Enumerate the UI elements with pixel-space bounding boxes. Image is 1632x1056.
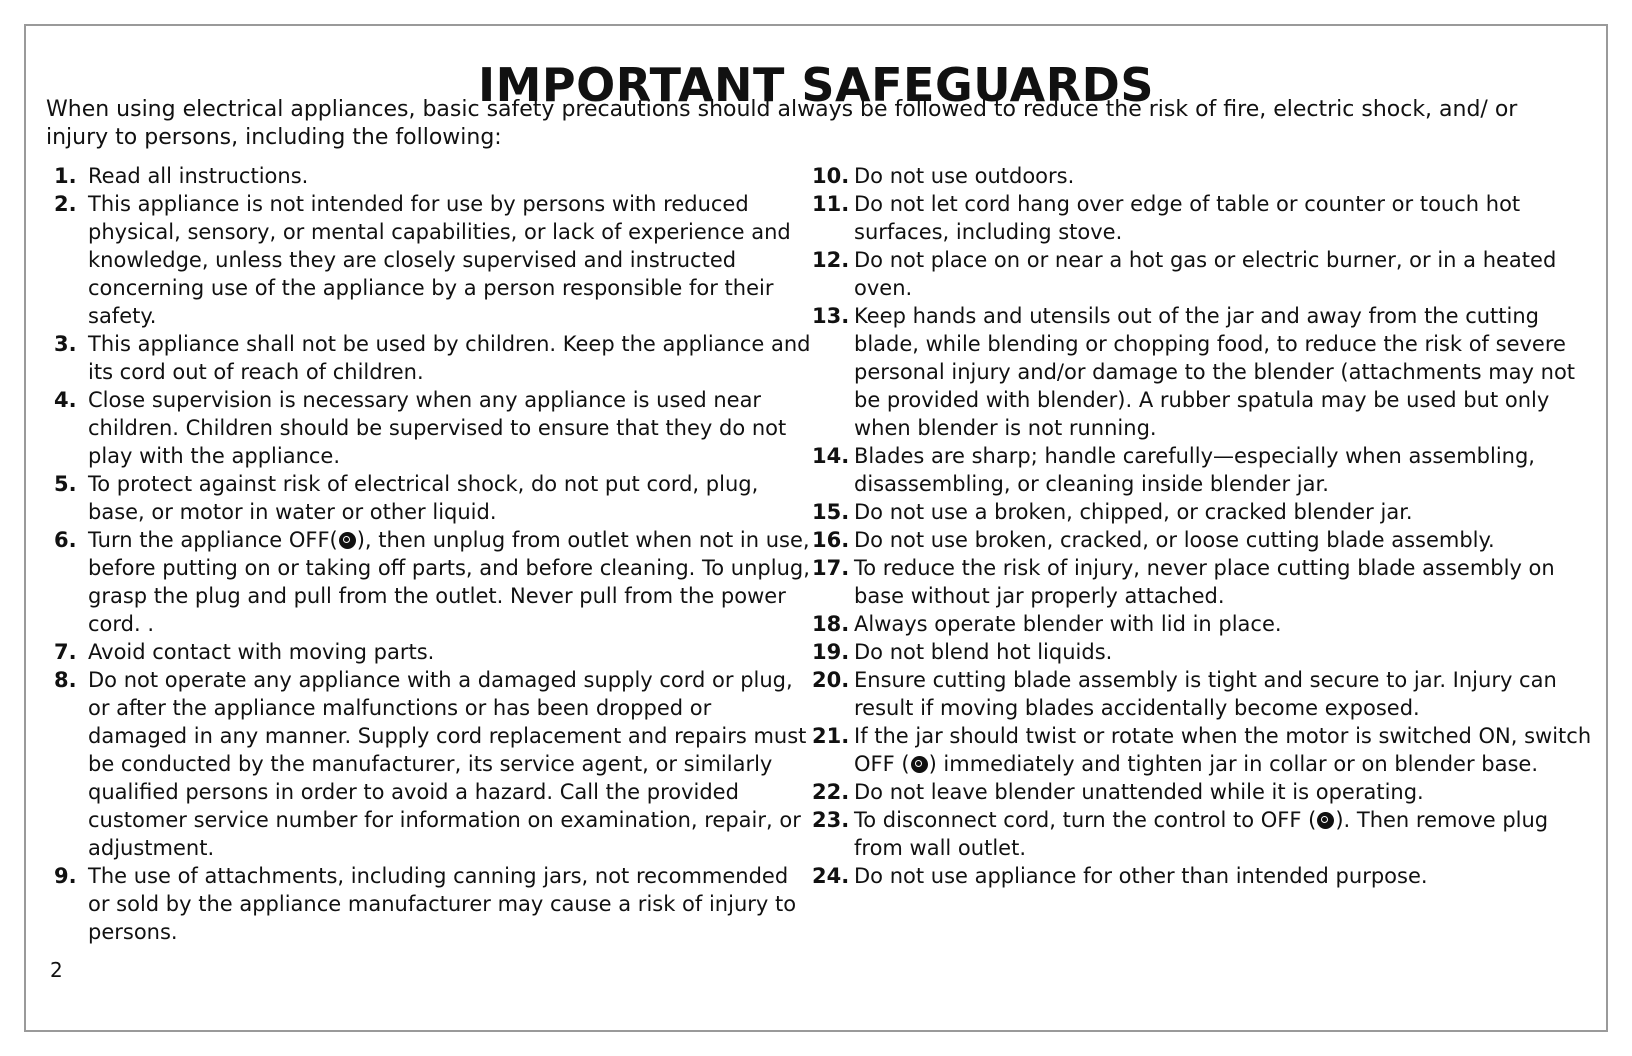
item-text: Close supervision is necessary when any appliance is used near children. Children should be supervised to ensure that they do not play with the appliance.: [88, 388, 787, 468]
item-number: 18.: [812, 612, 850, 636]
list-item: [812, 162, 1602, 190]
list-item: [54, 190, 814, 330]
item-text: This appliance is not intended for use by persons with reduced physical, sensory, or mental capabilities, or lack of experience and knowledge, unless they are closely supervised and instructed concerning use of the appliance by a person responsible for their safety.: [88, 192, 791, 328]
list-item: [812, 806, 1602, 862]
item-text-continued: ), then unplug from outlet when not in use, before putting on or taking off parts, and before cleaning. To unplug, grasp the plug and pull from the outlet. Never pull from the power cord. .: [88, 528, 810, 636]
item-number: 5.: [54, 472, 77, 496]
item-text: Keep hands and utensils out of the jar and away from the cutting blade, while blending or chopping food, to reduce the risk of severe personal injury and/or damage to the blender (attachments may not be provided with blender). A rubber spatula may be used but only when blender is not running.: [854, 304, 1576, 440]
list-item: [812, 526, 1602, 554]
page-title: IMPORTANT SAFEGUARDS: [478, 58, 1154, 112]
power-off-icon: [911, 756, 928, 773]
item-number: 24.: [812, 864, 850, 888]
list-item: [54, 470, 814, 526]
item-text: To protect against risk of electrical shock, do not put cord, plug, base, or motor in water or other liquid.: [88, 472, 759, 524]
list-item: [54, 666, 814, 862]
item-number: 13.: [812, 304, 850, 328]
item-number: 7.: [54, 640, 77, 664]
power-off-icon: [1317, 812, 1334, 829]
list-item: [812, 638, 1602, 666]
list-item: [812, 610, 1602, 638]
item-number: 20.: [812, 668, 850, 692]
list-item: [812, 190, 1602, 246]
item-text: The use of attachments, including canning jars, not recommended or sold by the appliance manufacturer may cause a risk of injury to persons.: [88, 864, 797, 944]
list-item: [812, 442, 1602, 498]
item-text: Do not use appliance for other than intended purpose.: [854, 864, 1428, 888]
list-item: [54, 862, 814, 946]
item-text: Do not let cord hang over edge of table or counter or touch hot surfaces, including stove.: [854, 192, 1521, 244]
item-number: 2.: [54, 192, 77, 216]
item-text-continued: ) immediately and tighten jar in collar or on blender base.: [928, 752, 1539, 776]
list-item: [812, 246, 1602, 302]
item-number: 6.: [54, 528, 77, 552]
item-number: 4.: [54, 388, 77, 412]
item-text: To disconnect cord, turn the control to OFF (: [854, 808, 1317, 832]
item-number: 21.: [812, 724, 850, 748]
item-number: 9.: [54, 864, 77, 888]
item-number: 12.: [812, 248, 850, 272]
intro-paragraph: When using electrical appliances, basic safety precautions should always be followed to reduce the risk of fire, electric shock, and/ or injury to persons, including the following:: [46, 97, 1518, 150]
item-number: 8.: [54, 668, 77, 692]
safeguards-left-column: [54, 162, 814, 946]
item-text: Turn the appliance OFF(: [88, 528, 338, 552]
list-item: [54, 330, 814, 386]
list-item: [812, 498, 1602, 526]
item-text: Always operate blender with lid in place.: [854, 612, 1282, 636]
item-text: Blades are sharp; handle carefully—especially when assembling, disassembling, or cleaning inside blender jar.: [854, 444, 1535, 496]
item-text: Do not leave blender unattended while it is operating.: [854, 780, 1424, 804]
item-text: Avoid contact with moving parts.: [88, 640, 435, 664]
item-text: To reduce the risk of injury, never place cutting blade assembly on base without jar properly attached.: [854, 556, 1555, 608]
page-number: 2: [50, 958, 63, 982]
item-number: 15.: [812, 500, 850, 524]
item-number: 23.: [812, 808, 850, 832]
item-text: Do not place on or near a hot gas or electric burner, or in a heated oven.: [854, 248, 1557, 300]
list-item: [812, 666, 1602, 722]
safeguards-right-column: [812, 162, 1602, 890]
item-number: 19.: [812, 640, 850, 664]
item-text: Do not use a broken, chipped, or cracked blender jar.: [854, 500, 1413, 524]
item-number: 16.: [812, 528, 850, 552]
item-text: This appliance shall not be used by children. Keep the appliance and its cord out of reach of children.: [88, 332, 811, 384]
list-item: [812, 722, 1602, 778]
list-item: [812, 862, 1602, 890]
item-number: 3.: [54, 332, 77, 356]
list-item: [812, 554, 1602, 610]
item-text: Do not blend hot liquids.: [854, 640, 1113, 664]
list-item: [54, 386, 814, 470]
item-text: Do not use broken, cracked, or loose cutting blade assembly.: [854, 528, 1495, 552]
item-number: 22.: [812, 780, 850, 804]
item-text: Ensure cutting blade assembly is tight and secure to jar. Injury can result if moving blades accidentally become exposed.: [854, 668, 1557, 720]
list-item: [54, 162, 814, 190]
item-number: 14.: [812, 444, 850, 468]
item-number: 1.: [54, 164, 77, 188]
item-number: 11.: [812, 192, 850, 216]
item-text: Do not operate any appliance with a damaged supply cord or plug, or after the appliance malfunctions or has been dropped or damaged in any manner. Supply cord replacement and repairs must be conducted by the manufacturer, its service agent, or similarly qualified persons in order to avoid a hazard. Call the provided customer service number for information on examination, repair, or adjustment.: [88, 668, 807, 860]
item-text: Read all instructions.: [88, 164, 309, 188]
list-item: [812, 302, 1602, 442]
list-item: [54, 526, 814, 638]
item-number: 17.: [812, 556, 850, 580]
item-text: Do not use outdoors.: [854, 164, 1075, 188]
power-off-icon: [339, 532, 356, 549]
list-item: [812, 778, 1602, 806]
item-number: 10.: [812, 164, 850, 188]
item-text: If the jar should twist or rotate when the motor is switched ON, switch OFF (: [854, 724, 1592, 776]
item-text-continued: ). Then remove plug from wall outlet.: [854, 808, 1549, 860]
list-item: [54, 638, 814, 666]
